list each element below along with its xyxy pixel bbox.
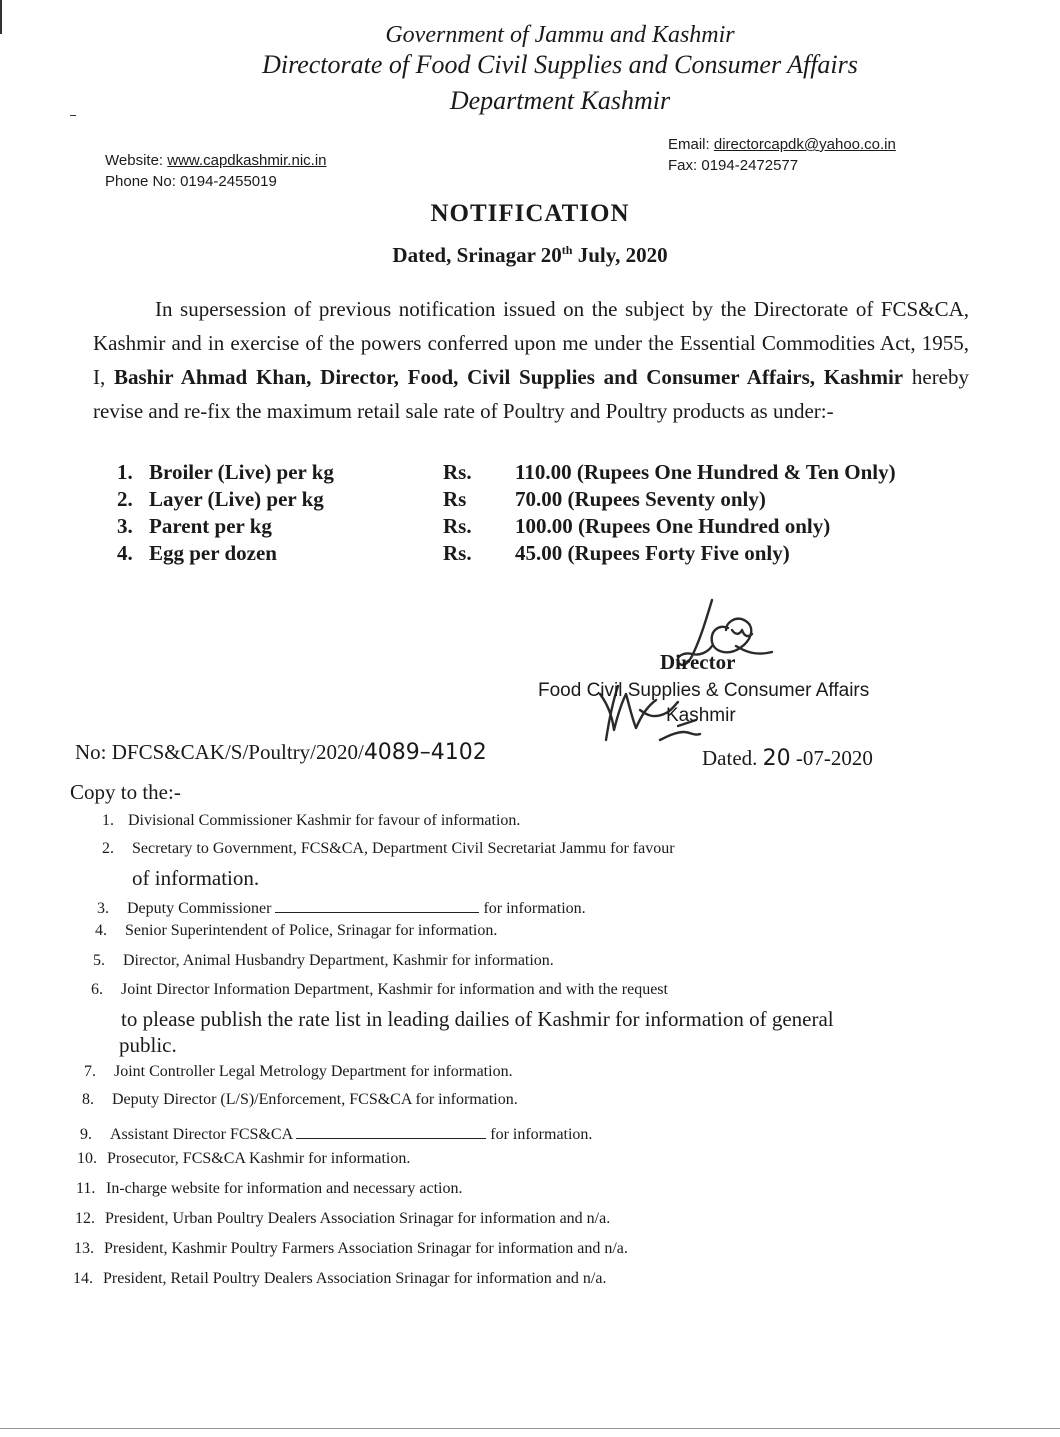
- rate-amount: 70.00 (Rupees Seventy only): [515, 487, 766, 511]
- list-item-text: Prosecutor, FCS&CA Kashmir for information.: [107, 1150, 411, 1167]
- rate-currency: Rs.: [443, 460, 472, 484]
- date-suffix-sup: th: [561, 243, 573, 257]
- list-item-number: 2.: [102, 840, 114, 857]
- list-item-text: President, Kashmir Poultry Farmers Association Srinagar for information and n/a.: [104, 1240, 628, 1257]
- list-item-text: Joint Controller Legal Metrology Department for information.: [114, 1063, 513, 1080]
- phone-number: 0194-2455019: [180, 173, 277, 190]
- list-item-number: 12.: [75, 1210, 95, 1227]
- list-item-number: 3.: [97, 900, 109, 917]
- reference-number: [75, 740, 487, 765]
- list-item-number: 14.: [73, 1270, 93, 1287]
- list-item-number: 4.: [95, 922, 107, 939]
- list-item-number: 8.: [82, 1091, 94, 1108]
- list-item-tail: for information.: [490, 1126, 593, 1143]
- list-item-text: Secretary to Government, FCS&CA, Department Civil Secretariat Jammu for favour: [132, 840, 675, 857]
- list-item-number: 10.: [77, 1150, 97, 1167]
- list-item-text: Senior Superintendent of Police, Srinagar for information.: [125, 922, 498, 939]
- list-item: [93, 952, 554, 970]
- body-text-bold: Bashir Ahmad Khan, Director, Food, Civil Supplies and Consumer Affairs, Kashmir: [114, 365, 904, 389]
- phone-label: Phone No:: [105, 173, 176, 190]
- list-item: [102, 840, 675, 858]
- blank-line: [275, 894, 479, 913]
- notification-date: [0, 243, 1060, 268]
- rate-number: 4.: [117, 541, 133, 565]
- notification-title: NOTIFICATION: [430, 200, 630, 227]
- rate-number: 1.: [117, 460, 133, 484]
- reference-date-label: Dated.: [702, 746, 763, 770]
- list-item-number: 5.: [93, 952, 105, 969]
- website-link[interactable]: www.capdkashmir.nic.in: [167, 152, 327, 169]
- list-item-text: Director, Animal Husbandry Department, Kashmir for information.: [123, 952, 554, 969]
- signatory-region: Kashmir: [666, 705, 736, 726]
- rate-item: Parent per kg: [149, 514, 272, 538]
- list-item-number: 9.: [80, 1126, 92, 1143]
- list-item: [95, 922, 497, 940]
- list-item-number: 1.: [102, 812, 114, 829]
- list-item-continuation: public.: [119, 1033, 177, 1057]
- reference-date-handwritten: 20: [762, 746, 791, 771]
- reference-date-suffix: -07-2020: [790, 746, 873, 770]
- list-item: [91, 981, 668, 999]
- list-item: [97, 894, 586, 918]
- email-link[interactable]: directorcapdk@yahoo.co.in: [713, 136, 896, 153]
- signature-icon: [560, 590, 800, 760]
- rate-amount: 110.00 (Rupees One Hundred & Ten Only): [515, 460, 896, 484]
- rate-currency: Rs.: [443, 514, 472, 538]
- body-text-2: hereby revise and re-fix the maximum retail sale rate of Poultry and Poultry products as under:-: [93, 365, 970, 423]
- reference-handwritten: 4089–4102: [363, 740, 487, 765]
- email-label: Email:: [668, 136, 710, 153]
- copy-to-heading: Copy to the:-: [70, 780, 181, 804]
- list-item-text: Deputy Director (L/S)/Enforcement, FCS&CA for information.: [112, 1091, 518, 1108]
- fax-label: Fax:: [668, 157, 698, 174]
- list-item-text: Joint Director Information Department, Kashmir for information and with the request: [121, 981, 668, 998]
- rate-currency: Rs: [443, 487, 467, 511]
- rate-item: Egg per dozen: [149, 541, 277, 565]
- list-item: [102, 812, 520, 830]
- list-item-text: Assistant Director FCS&CA: [110, 1126, 293, 1143]
- list-item-continuation: to please publish the rate list in leading dailies of Kashmir for information of general: [121, 1007, 834, 1031]
- rate-item: Layer (Live) per kg: [149, 487, 324, 511]
- rate-amount: 100.00 (Rupees One Hundred only): [515, 514, 831, 538]
- list-item-text: Deputy Commissioner: [127, 900, 272, 917]
- list-item: [73, 1270, 606, 1288]
- reference-date: [702, 746, 873, 771]
- list-item: [74, 1240, 628, 1258]
- date-month-year: July, 2020: [572, 243, 668, 267]
- rate-amount: 45.00 (Rupees Forty Five only): [515, 541, 790, 565]
- contact-right: [668, 134, 896, 176]
- list-item-number: 11.: [76, 1180, 96, 1197]
- list-item: [80, 1120, 592, 1144]
- date-prefix: Dated, Srinagar 20: [392, 243, 562, 267]
- list-item-text: President, Urban Poultry Dealers Association Srinagar for information and n/a.: [105, 1210, 611, 1227]
- list-item: [76, 1180, 462, 1198]
- list-item-number: 13.: [74, 1240, 94, 1257]
- rate-number: 2.: [117, 487, 133, 511]
- rate-item: Broiler (Live) per kg: [149, 460, 334, 484]
- scan-bottom-edge: [0, 1428, 1060, 1429]
- list-item-text: Divisional Commissioner Kashmir for favour of information.: [128, 812, 521, 829]
- list-item: [82, 1091, 518, 1109]
- blank-line: [296, 1120, 486, 1139]
- list-item-text: President, Retail Poultry Dealers Association Srinagar for information and n/a.: [103, 1270, 607, 1287]
- header-department: Department Kashmir: [449, 86, 671, 115]
- list-item: [84, 1063, 513, 1081]
- list-item-number: 6.: [91, 981, 103, 998]
- rate-currency: Rs.: [443, 541, 472, 565]
- list-item: [77, 1150, 410, 1168]
- header-directorate: Directorate of Food Civil Supplies and Consumer Affairs: [262, 50, 858, 79]
- signatory-title: Director: [660, 650, 736, 674]
- header-government: Government of Jammu and Kashmir: [385, 22, 735, 48]
- list-item-tail: for information.: [483, 900, 586, 917]
- body-paragraph: [93, 292, 969, 428]
- signatory-org: Food Civil Supplies & Consumer Affairs: [538, 680, 870, 701]
- reference-prefix: No: DFCS&CAK/S/Poultry/2020/: [75, 740, 364, 764]
- website-label: Website:: [105, 152, 164, 169]
- body-text-1: In supersession of previous notification issued on the subject by the Directorate of FCS&CA, Kashmir and in exercise of the powers conferred upon me under the Essential Commodities Act, 1955, I,: [93, 297, 969, 389]
- list-item-text: In-charge website for information and necessary action.: [106, 1180, 463, 1197]
- list-item-continuation: of information.: [132, 866, 260, 890]
- rate-number: 3.: [117, 514, 133, 538]
- list-item-number: 7.: [84, 1063, 96, 1080]
- list-item: [75, 1210, 610, 1228]
- contact-left: [105, 150, 327, 192]
- fax-number: 0194-2472577: [701, 157, 799, 174]
